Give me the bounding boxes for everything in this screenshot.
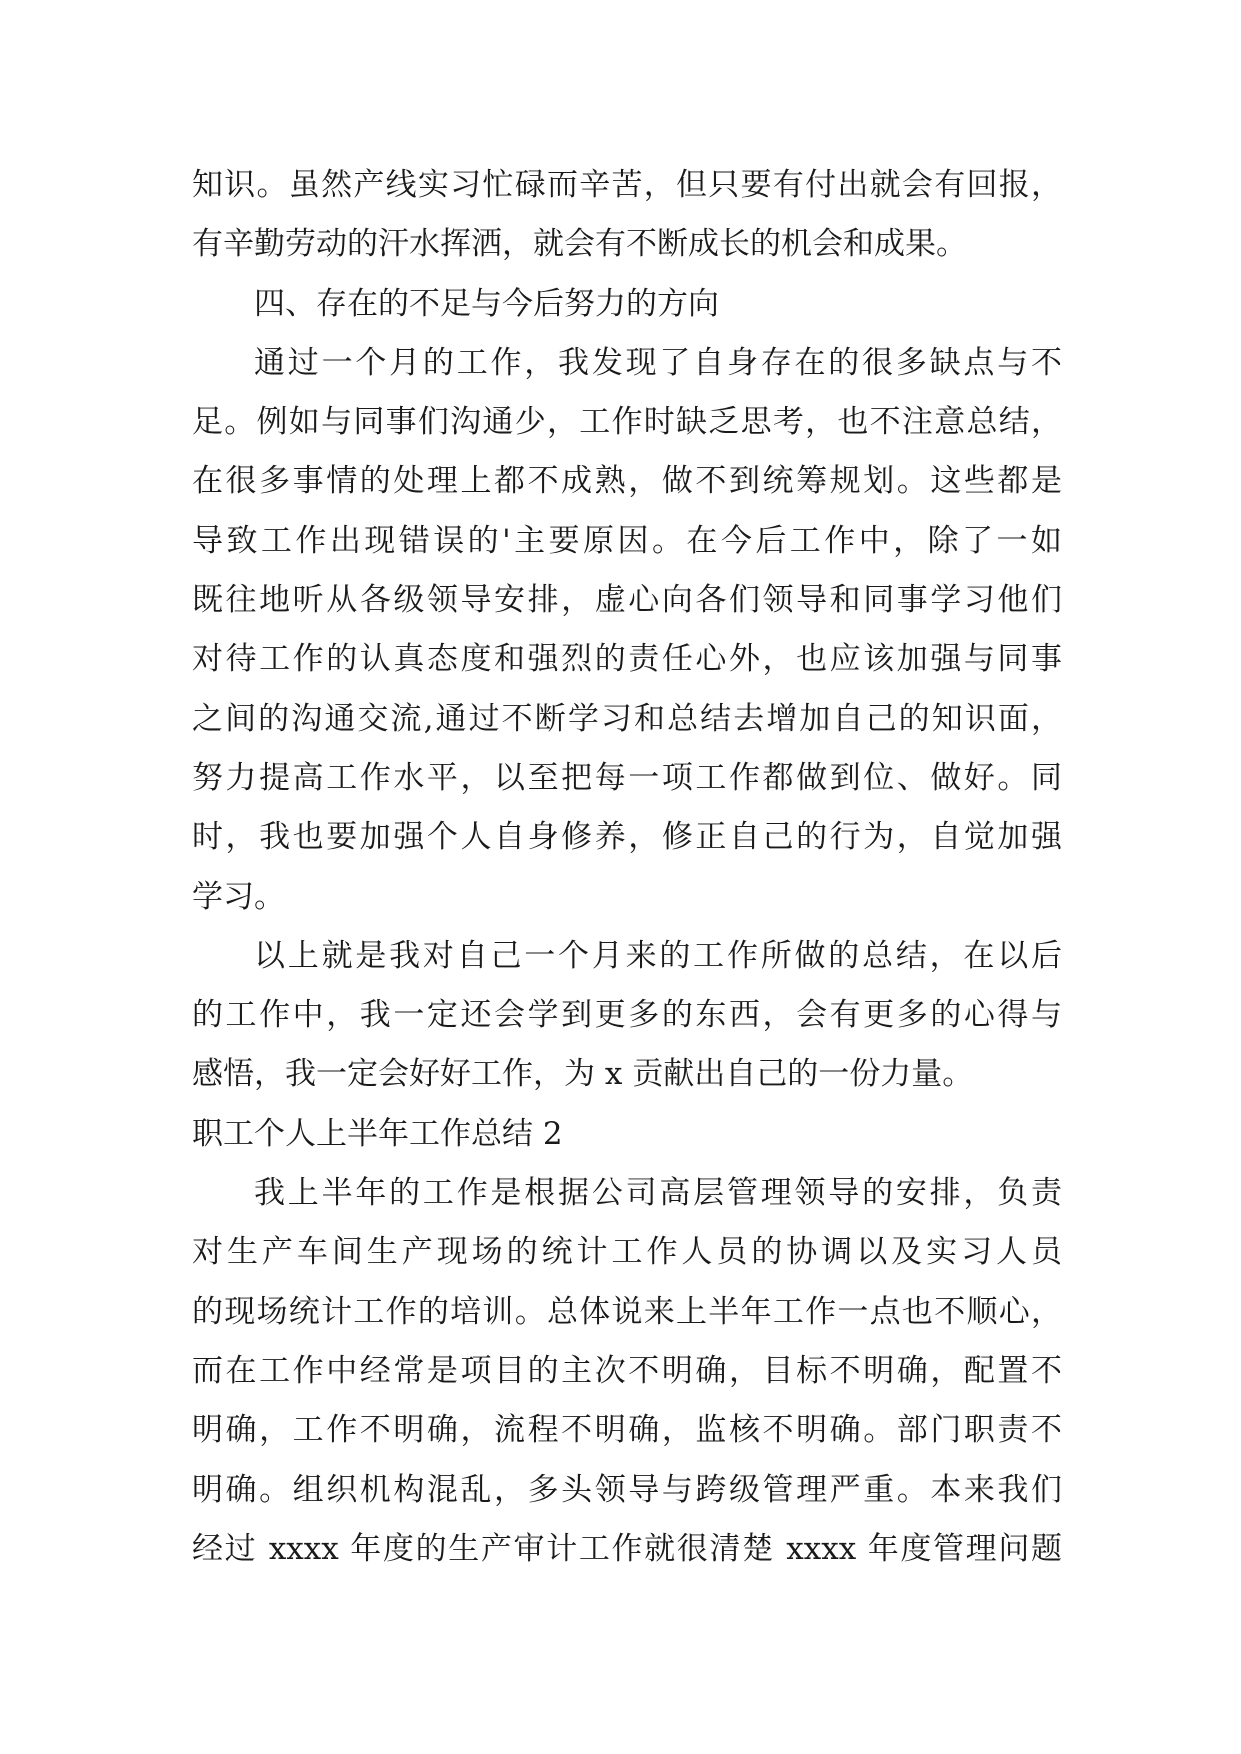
text-line: 而在工作中经常是项目的主次不明确，目标不明确，配置不 — [192, 1352, 1062, 1389]
text-line: 明确，工作不明确，流程不明确，监核不明确。部门职责不 — [192, 1412, 1062, 1449]
text-line: 知识。虽然产线实习忙碌而辛苦，但只要有付出就会有回报， — [192, 167, 1062, 203]
text-line: 我上半年的工作是根据公司高层管理领导的安排，负责 — [254, 1175, 1062, 1212]
text-line: 的现场统计工作的培训。总体说来上半年工作一点也不顺心， — [192, 1293, 1062, 1330]
text-line: 既往地听从各级领导安排，虚心向各们领导和同事学习他们 — [192, 582, 1062, 619]
text-line: 对待工作的认真态度和强烈的责任心外，也应该加强与同事 — [192, 641, 1062, 678]
text-line: 努力提高工作水平，以至把每一项工作都做到位、做好。同 — [192, 759, 1062, 796]
text-line: 对生产车间生产现场的统计工作人员的协调以及实习人员 — [192, 1234, 1062, 1271]
document-body — [192, 156, 1062, 1579]
text-line: 明确。组织机构混乱，多头领导与跨级管理严重。本来我们 — [192, 1471, 1062, 1508]
text-line: 感悟，我一定会好好工作，为 x 贡献出自己的一份力量。 — [192, 1056, 974, 1093]
text-line: 以上就是我对自己一个月来的工作所做的总结，在以后 — [254, 937, 1062, 974]
text-line: 有辛勤劳动的汗水挥洒，就会有不断成长的机会和成果。 — [192, 226, 967, 263]
text-line: 经过 xxxx 年度的生产审计工作就很清楚 xxxx 年度管理问题 — [192, 1530, 1062, 1567]
text-line: 的工作中，我一定还会学到更多的东西，会有更多的心得与 — [192, 997, 1062, 1034]
text-line: 学习。 — [192, 878, 285, 915]
text-line: 之间的沟通交流,通过不断学习和总结去增加自己的知识面， — [192, 700, 1062, 737]
section-heading: 四、存在的不足与今后努力的方向 — [254, 285, 719, 322]
text-line: 通过一个月的工作，我发现了自身存在的很多缺点与不 — [254, 344, 1062, 381]
text-line: 足。例如与同事们沟通少，工作时缺乏思考，也不注意总结， — [192, 404, 1062, 441]
text-line: 导致工作出现错误的'主要原因。在今后工作中，除了一如 — [192, 522, 1062, 559]
text-line: 在很多事情的处理上都不成熟，做不到统筹规划。这些都是 — [192, 463, 1062, 500]
document-title: 职工个人上半年工作总结 2 — [192, 1115, 563, 1152]
text-line: 时，我也要加强个人自身修养，修正自己的行为，自觉加强 — [192, 819, 1062, 856]
